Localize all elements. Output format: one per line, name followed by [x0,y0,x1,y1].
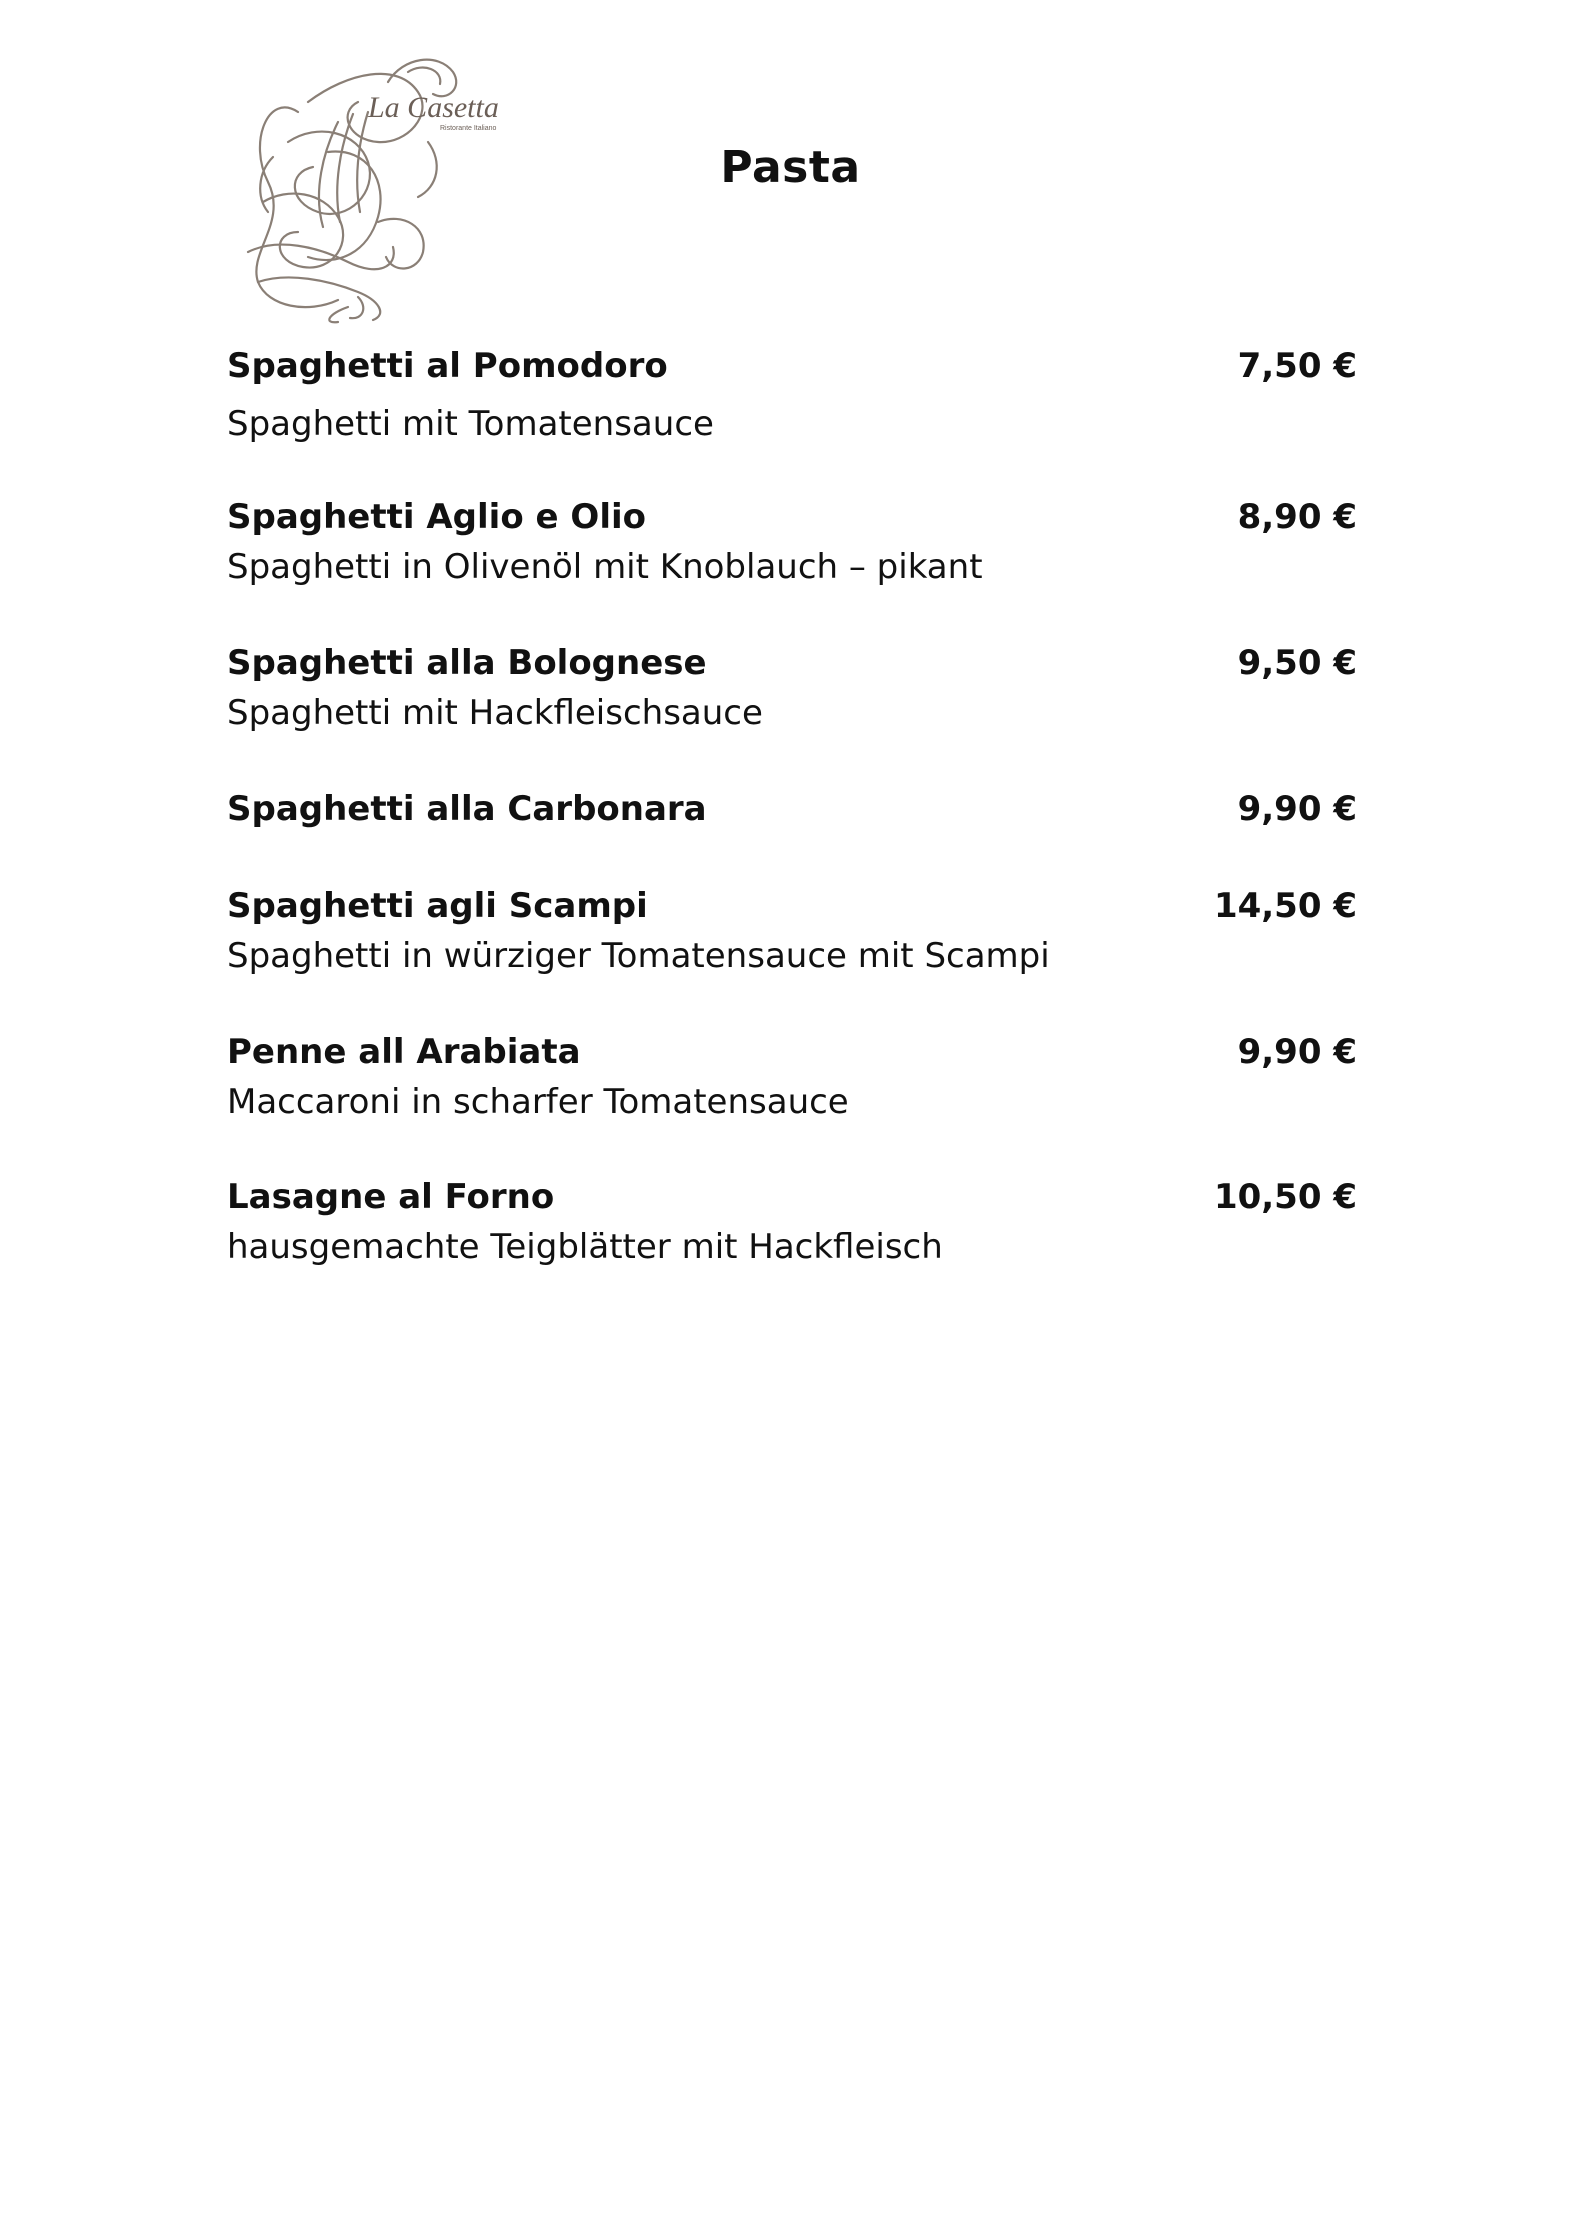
menu-item-description: Spaghetti mit Tomatensauce [227,404,714,444]
menu-item-price: 14,50 € [1213,886,1357,926]
menu-item-name: Spaghetti Aglio e Olio [227,497,646,537]
logo-tagline: Ristorante Italiano [440,125,497,132]
menu-item [227,886,1357,976]
menu-item-description: Spaghetti in Olivenöl mit Knoblauch – pikant [227,547,983,587]
menu-item-name: Lasagne al Forno [227,1177,555,1217]
logo-brand-name: La Casetta [368,91,499,124]
menu-item [227,643,1357,733]
menu-item-name: Spaghetti alla Carbonara [227,789,707,829]
menu-item [227,1032,1357,1122]
menu-item-price: 9,90 € [1237,789,1357,829]
menu-item-price: 7,50 € [1237,346,1357,386]
menu-item-name: Spaghetti al Pomodoro [227,346,668,386]
menu-item-price: 8,90 € [1237,497,1357,537]
menu-item-price: 9,90 € [1237,1032,1357,1072]
menu-item [227,1177,1357,1267]
menu-item-price: 10,50 € [1213,1177,1357,1217]
page-title-text: Pasta [720,142,861,193]
menu-item-price: 9,50 € [1237,643,1357,683]
menu-list [227,0,1357,2222]
menu-item-description: hausgemachte Teigblätter mit Hackfleisch [227,1227,943,1267]
menu-item-name: Spaghetti agli Scampi [227,886,648,926]
menu-item [227,346,1357,444]
menu-item-description: Spaghetti mit Hackfleischsauce [227,693,763,733]
menu-item [227,497,1357,587]
menu-item [227,789,1357,829]
menu-item-name: Spaghetti alla Bolognese [227,643,707,683]
menu-item-description: Maccaroni in scharfer Tomatensauce [227,1082,849,1122]
menu-item-name: Penne all Arabiata [227,1032,581,1072]
menu-item-description: Spaghetti in würziger Tomatensauce mit Scampi [227,936,1050,976]
